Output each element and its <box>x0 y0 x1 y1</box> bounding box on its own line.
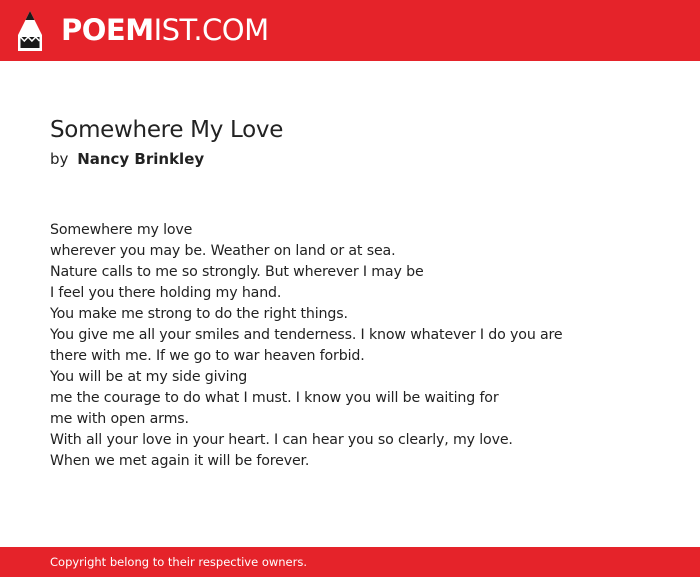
by-label: by <box>50 150 69 168</box>
byline <box>50 150 204 168</box>
poem-line: Somewhere my love <box>50 222 193 238</box>
poem-title: Somewhere My Love <box>50 117 284 143</box>
poem-line: me the courage to do what I must. I know you will be waiting for <box>50 390 499 406</box>
poem-line: You will be at my side giving <box>50 369 248 385</box>
poem-line: You give me all your smiles and tenderness. I know whatever I do you are <box>50 327 563 343</box>
site-footer <box>0 547 700 577</box>
author-name: Nancy Brinkley <box>77 150 205 168</box>
poem-line: I feel you there holding my hand. <box>50 285 282 301</box>
poem-line: there with me. If we go to war heaven forbid. <box>50 348 365 364</box>
poem-line: When we met again it will be forever. <box>50 453 310 469</box>
poem-line: You make me strong to do the right things. <box>50 306 348 322</box>
poem-body <box>50 220 670 472</box>
poem-line: me with open arms. <box>50 411 189 427</box>
poem-line: Nature calls to me so strongly. But wherever I may be <box>50 264 424 280</box>
copyright-text: Copyright belong to their respective owners. <box>50 555 308 569</box>
poem-line: wherever you may be. Weather on land or at sea. <box>50 243 396 259</box>
site-logo-link[interactable] <box>61 12 269 48</box>
brand-name-bold: POEM <box>61 13 154 47</box>
site-header <box>0 0 700 61</box>
brand-name-light: IST.COM <box>153 13 269 47</box>
poem-line: With all your love in your heart. I can hear you so clearly, my love. <box>50 432 513 448</box>
pencil-tip-icon[interactable] <box>17 10 43 52</box>
